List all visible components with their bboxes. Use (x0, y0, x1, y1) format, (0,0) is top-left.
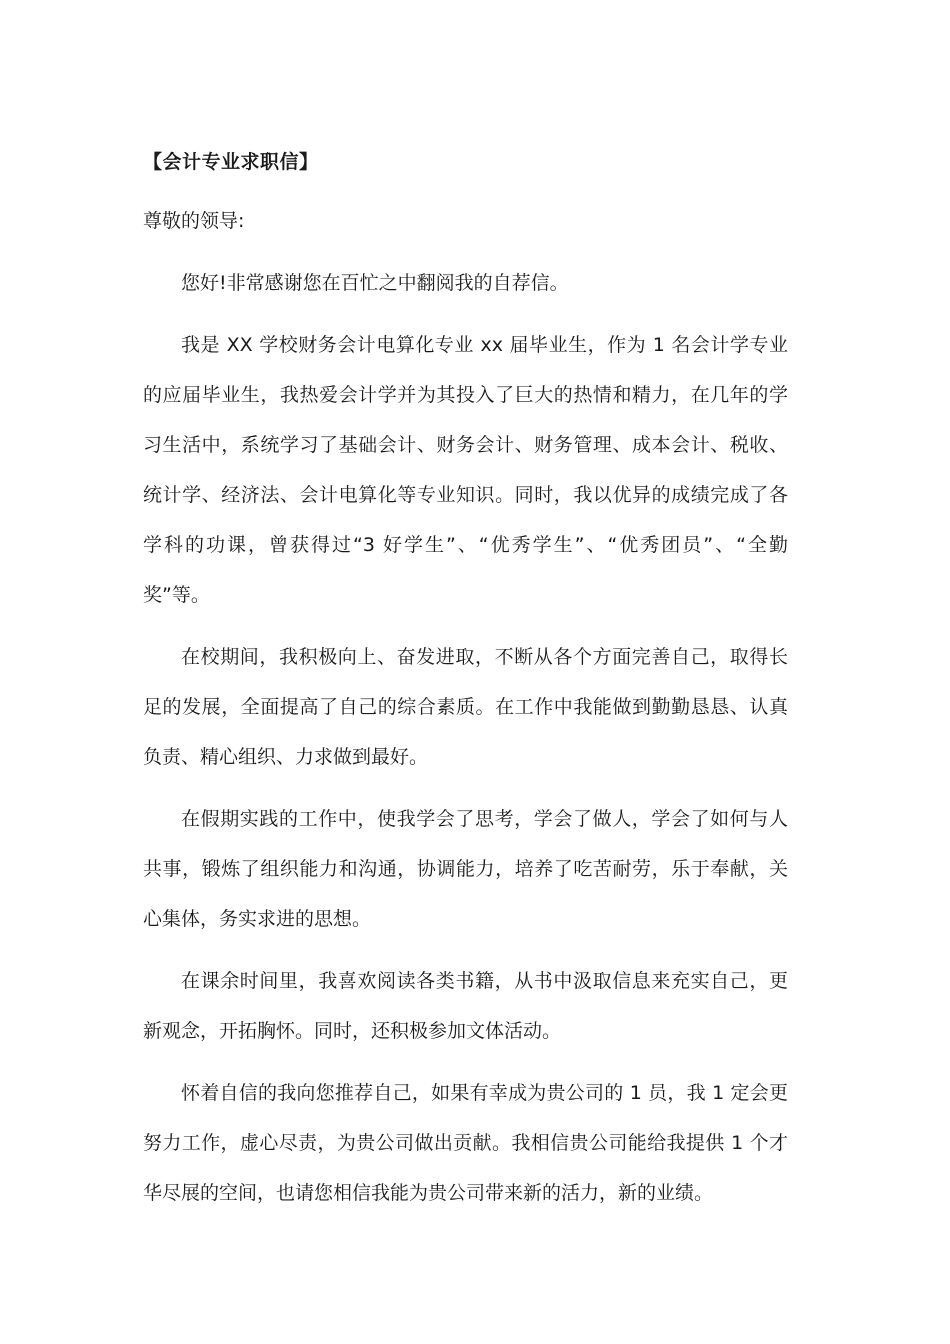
paragraph-hobbies: 在课余时间里，我喜欢阅读各类书籍，从书中汲取信息来充实自己，更新观念，开拓胸怀。同时，还积极参加文体活动。 (143, 970, 788, 1042)
salutation: 尊敬的领导: (143, 210, 245, 232)
paragraph-school-life: 在校期间，我积极向上、奋发进取，不断从各个方面完善自己，取得长足的发展，全面提高了自己的综合素质。在工作中我能做到勤勤恳恳、认真负责、精心组织、力求做到最好。 (143, 646, 788, 768)
paragraph-practice: 在假期实践的工作中，使我学会了思考，学会了做人，学会了如何与人共事，锻炼了组织能力和沟通，协调能力，培养了吃苦耐劳，乐于奉献，关心集体，务实求进的思想。 (143, 808, 788, 930)
paragraph-closing: 怀着自信的我向您推荐自己，如果有幸成为贵公司的 1 员，我 1 定会更努力工作，虚心尽责，为贵公司做出贡献。我相信贵公司能给我提供 1 个才华尽展的空间，也请您相信我能为贵公司带来新的活力，新的业绩。 (143, 1082, 788, 1204)
paragraph-education: 我是 XX 学校财务会计电算化专业 xx 届毕业生，作为 1 名会计学专业的应届毕业生，我热爱会计学并为其投入了巨大的热情和精力，在几年的学习生活中，系统学习了基础会计、财务会计、财务管理、成本会计、税收、统计学、经济法、会计电算化等专业知识。同时，我以优异的成绩完成了各学科的功课，曾获得过“3 好学生”、“优秀学生”、“优秀团员”、“全勤奖”等。 (143, 334, 788, 606)
letter-title: 【会计专业求职信】 (143, 151, 319, 173)
letter-body (143, 140, 788, 1230)
paragraph-greeting: 您好!非常感谢您在百忙之中翻阅我的自荐信。 (181, 272, 569, 294)
